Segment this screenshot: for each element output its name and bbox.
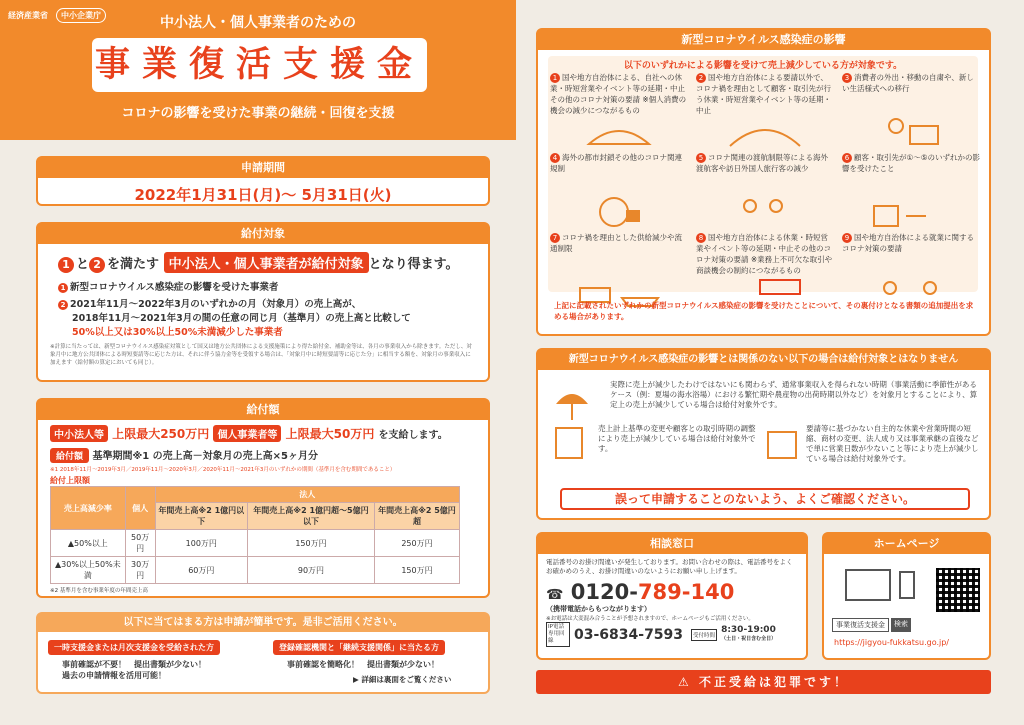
amount-formula: 給付額 基準期間※1 の売上高－対象月の売上高×5ヶ月分: [38, 447, 488, 463]
main-title: 事業復活支援金: [92, 38, 427, 92]
target-note: ※計算に当たっては、新型コロナウイルス感染症対策として国又は地方公共団体による支援施策により得た給付金、補助金等は、各月の事業収入から除きます。ただし、対象月中に地方公共団体による時短要請等に応じた方は、それに伴う協力金等を受領する場合は、「対象月中に時短要請等に応じた分」に相当する額を、対象月の事業収入に加えます（給付額の算定においても同じ）。: [50, 344, 472, 366]
search-button[interactable]: 検索: [891, 618, 911, 632]
qr-code[interactable]: [936, 568, 980, 612]
ip-number[interactable]: 03-6834-7593: [574, 626, 684, 643]
impact-foot: 上記に記載されたいずれかの新型コロナウイルス感染症の影響を受けたことについて、その裏付けとなる書類の追加提出を求める場合があります。: [554, 301, 974, 321]
ip-line: IP電話専用回線 03-6834-7593 受付時間 8:30-19:00 （土日・祝日含む全日）: [538, 622, 806, 647]
contact-notice: ※お電話は大変混み合うことが予想されますので、ホームページもご活用ください。: [546, 616, 754, 622]
amount-limits: 中小法人等 上限最大250万円 個人事業者等 上限最大50万円 を支給します。: [38, 420, 488, 447]
contact-mobile: （携帯電話からもつながります）: [546, 605, 651, 613]
indiv-label: 個人事業者等: [213, 425, 281, 442]
target-item1: 1 新型コロナウイルス感染症の影響を受けた事業者: [58, 281, 468, 295]
corp-label: 中小法人等: [50, 425, 108, 442]
stadium-icon: [574, 114, 664, 148]
target-lead: 1 と 2 を満たす 中小法人・個人事業者が給付対象 となり得ます。: [38, 244, 488, 281]
header-subtitle: 中小法人・個人事業者のための: [160, 15, 356, 31]
tourists-icon: [720, 194, 810, 228]
simple-right: 登録確認機関と「継続支援関係」に当たる方 事前確認を簡略化！ 提出書類が少ない！ ▶ 詳細は裏面をご覧ください: [273, 640, 483, 685]
amount-note1: ※1 2018年11月～2019年3月／2019年11月～2020年3月／2020年11月～2021年3月のいずれかの期間（基準月を含む期間であること）: [50, 467, 396, 473]
excluded-box: [536, 348, 991, 520]
impact-box: [536, 28, 991, 336]
target-box: [36, 222, 490, 382]
document-chart-icon: [552, 426, 592, 462]
sme-agency-logo: 中小企業庁: [56, 8, 106, 23]
fraud-banner: ⚠ 不正受給は犯罪です！: [536, 670, 991, 694]
impact-item: 4 海外の都市封鎖その他のコロナ関連規制: [550, 152, 688, 228]
indiv-value: 上限最大50万円: [285, 427, 375, 441]
amount-note2: ※2 基準月を含む事業年度の年間売上高: [50, 588, 148, 594]
globe-lock-icon: [574, 194, 664, 228]
excluded-heading: 新型コロナウイルス感染症の影響とは関係のない以下の場合は給付対象とはなりません: [538, 350, 989, 370]
contact-heading: 相談窓口: [538, 534, 806, 554]
table-row: ▲50%以上 50万円 100万円 150万円 250万円: [51, 530, 460, 557]
impact-grid: [550, 72, 980, 308]
amount-table: 売上高減少率 個人 法人 年間売上高※2 1億円以下 年間売上高※2 1億円超～5億円以下 年間売上高※2 5億円超 ▲50%以上 50万円 100万円 150万円 250万円 ▲30%以上50%未満 30万円 60万円 90万円 150万円: [50, 486, 460, 584]
homepage-heading: ホームページ: [824, 534, 989, 554]
corp-value: 上限最大250万円: [112, 427, 210, 441]
period-box: [36, 156, 490, 206]
calendar-icon: [764, 426, 800, 462]
period-heading: 申請期間: [38, 158, 488, 178]
homepage-url[interactable]: https://jigyou-fukkatsu.go.jp/: [834, 638, 949, 647]
impact-item: 9 国や地方自治体による就業に関するコロナ対策の要請: [842, 232, 980, 308]
meti-logo: 経済産業省: [8, 11, 48, 20]
simple-box: [36, 612, 490, 694]
impact-item: 3 消費者の外出・移動の自粛や、新しい生活様式への移行: [842, 72, 980, 148]
table-row: ▲30%以上50%未満 30万円 60万円 90万円 150万円: [51, 557, 460, 584]
impact-lead: 以下のいずれかによる影響を受けて売上減少している方が対象です。: [623, 61, 903, 71]
free-dial[interactable]: ☎ 0120-789-140: [546, 580, 735, 604]
table-title: 給付上限額: [50, 476, 90, 485]
dome-icon: [720, 114, 810, 148]
impact-item: 7 コロナ禍を理由とした供給減少や流通制限: [550, 232, 688, 308]
target-heading: 給付対象: [38, 224, 488, 244]
warning-icon: ⚠: [678, 675, 699, 689]
person-laptop-icon: [866, 114, 956, 148]
more-link[interactable]: ▶ 詳細は裏面をご覧ください: [353, 675, 452, 684]
simple-heading: 以下に当てはまる方は申請が簡単です。是非ご活用ください。: [38, 614, 488, 632]
computer-icon: [842, 566, 922, 610]
impact-item: 8 国や地方自治体による休業・時短営業やイベント等の延期・中止その他のコロナ対策の要請 ※業務上不可欠な取引や商談機会の制約につながるもの: [696, 232, 834, 308]
excluded-item2: 売上計上基準の変更や顧客との取引時期の調整により売上が減少している場合は給付対象外です。: [598, 424, 756, 453]
header-tagline: コロナの影響を受けた事業の継続・回復を支援: [121, 106, 395, 121]
impact-item: 5 コロナ関連の渡航制限等による海外渡航客や訪日外国人旅行客の減少: [696, 152, 834, 228]
impact-item: 6 顧客・取引先が①～⑤のいずれかの影響を受けたこと: [842, 152, 980, 228]
amount-heading: 給付額: [38, 400, 488, 420]
impact-item: 2 国や地方自治体による要請以外で、コロナ禍を理由として顧客・取引先が行う休業・時短営業やイベント等の延期・中止: [696, 72, 834, 148]
header-banner: [0, 0, 516, 140]
excluded-item1: 実際に売上が減少したわけではないにも関わらず、通常事業収入を得られない時期（事業活動に季節性があるケース（例：夏場の海水浴場）における繁忙期や農産物の出荷時期以外など）を対象月とすることにより、算定上の売上が減少している場合は給付対象外です。: [610, 380, 978, 409]
target-item2: 2 2021年11月～2022年3月のいずれかの月（対象月）の売上高が、 2018年11月～2021年3月の間の任意の同じ月（基準月）の売上高と比較して 50%以上又は30%以上50%未満減少した事業者: [58, 298, 468, 340]
shop-arrow-icon: [866, 194, 956, 228]
search-box[interactable]: 事業復活支援金 検索: [832, 618, 911, 632]
impact-heading: 新型コロナウイルス感染症の影響: [538, 30, 989, 50]
amount-box: [36, 398, 490, 598]
excluded-warning: 誤って申請することのないよう、よくご確認ください。: [560, 488, 970, 510]
umbrella-icon: [552, 382, 592, 422]
excluded-item3: 要請等に基づかない自主的な休業や営業時間の短縮、商材の変更、法人成り又は事業承継の直後などで単に営業日数が少ないこと等により売上が減少している場合は給付対象外です。: [806, 424, 979, 463]
period-dates: 2022年1月31日(月)～ 5月31日(火): [134, 186, 392, 204]
homepage-box: [822, 532, 991, 660]
target-highlight: 中小法人・個人事業者が給付対象: [164, 252, 369, 273]
contact-box: [536, 532, 808, 660]
simple-left: 一時支援金または月次支援金を受給された方 事前確認が不要！ 提出書類が少ない！ 過去の申請情報を活用可能！: [48, 640, 258, 681]
contact-intro: 電話番号のお掛け間違いが発生しております。お問い合わせの際は、電話番号をよくお確かめのうえ、お掛け間違いのないようにお願い申し上げます。: [546, 558, 793, 575]
impact-item: 1 国や地方自治体による、自社への休業・時短営業やイベント等の延期・中止その他のコロナ対策の要請 ※個人消費の機会の減少につながるもの: [550, 72, 688, 148]
